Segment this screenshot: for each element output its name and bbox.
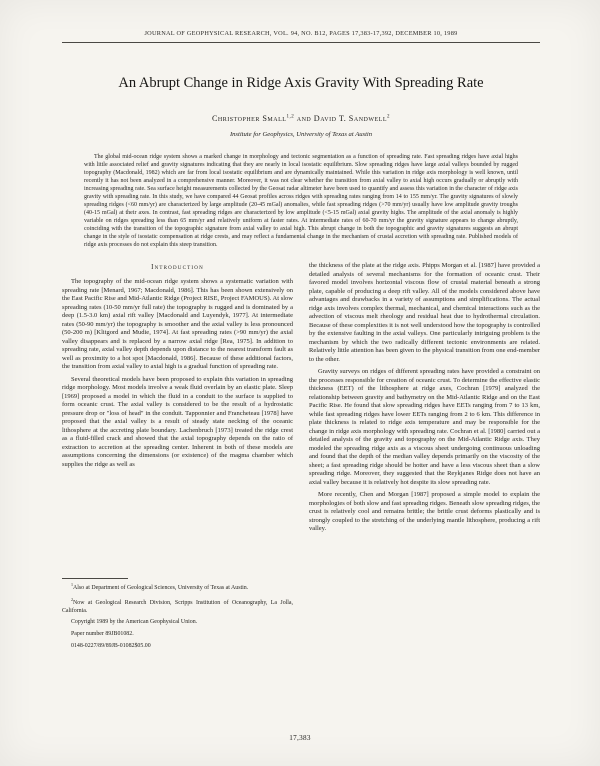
abstract-text: The global mid-ocean ridge system shows a marked change in morphology and tectonic segmentation as a function of spreading rate. Fast spreading ridges have axial highs with little associated relief and gravity signatures indicating that they are nearly in local isostatic equilibrium. Slow spreading ridges have large axial valleys bounded by rugged topography (Macdonald, 1982) which are far from local isostatic equilibrium and are dynamically maintained. While this variation in ridge axis morphology is well known, until recently it has not been analyzed in a comprehensive manner. Moreover, it was not clear whether the transition from axial valley to axial high occurs gradually or abruptly with increasing spreading rate. Sea surface height measurements collected by the Geosat radar altimeter have been used to quantify and assess this variation in the character of ridge axis gravity with spreading rate. In this study, we have compared 44 Geosat profiles across ridges with spreading rates ranging from 14 to 155 mm/yr. The gravity signatures of slowly spreading ridges (<60 mm/yr) are characterized by large amplitude (20-45 mGal) anomalies, while fast spreading ridges (>70 mm/yr) usually have low amplitude gravity troughs (40-15 mGal) at their axes. In contrast, fast spreading ridges are characterized by low amplitude (<5-15 mGal) axial gravity highs. The amplitude of the axial anomaly is highly variable on ridges spreading less than 65 mm/yr and relatively uniform at faster rates. At intermediate rates of 60-70 mm/yr the gravity signature appears to change abruptly, coinciding with the transition of the topographic signature from axial valley to axial high. This abrupt change in both the topographic and gravity signatures suggests an abrupt change in the style of isostatic compensation at ridge crests, and may reflect a fundamental change in the mechanism of crustal accretion with spreading rate. Published models of ridge axis processes do not explain this steep transition. bbox=[84, 154, 518, 249]
author-2-superscript: 2 bbox=[387, 114, 391, 120]
paragraph: The topography of the mid-ocean ridge system shows a systematic variation with spreading rate [Menard, 1967; Macdonald, 1986]. This has been shown extensively on the East Pacific Rise and Mid-Atlantic Ridge (Project RISE, Project FAMOUS). At slow spreading rates (10-50 mm/yr full rate) the topography is rugged and is dominated by a deep (1.5-3.0 km) axial rift valley [Macdonald and Luyendyk, 1977]. At intermediate rates (50-90 mm/yr) the topography is smoother and the axial valley is less pronounced (50-200 m) [Klitgord and Mudie, 1974]. At fast spreading rates (>90 mm/yr) the axial valley disappears and is replaced by a narrow axial ridge [Rea, 1975]. In addition to spreading rate, axial valley depth depends upon distance to the nearest transform fault as well as proximity to a hot spot [Macdonald, 1986]. Because of these additional factors, the transition from axial valley to axial high is a gradual function of spreading rate. bbox=[62, 278, 293, 371]
author-conjunction: and bbox=[294, 114, 314, 123]
footnote bbox=[62, 582, 293, 593]
author-1: Christopher Small bbox=[211, 114, 287, 123]
copyright-line: Copyright 1989 by the American Geophysical Union. bbox=[71, 619, 198, 626]
footnote-rule bbox=[62, 578, 128, 579]
article-title: An Abrupt Change in Ridge Axis Gravity With Spreading Rate bbox=[118, 75, 484, 91]
footnote-text: Also at Department of Geological Sciences, University of Texas at Austin. bbox=[73, 585, 249, 592]
author-line bbox=[62, 114, 540, 123]
page-content bbox=[62, 30, 540, 654]
right-column bbox=[309, 262, 540, 654]
page-number: 17,383 bbox=[289, 734, 311, 742]
footnote bbox=[62, 597, 293, 615]
section-heading-introduction: Introduction bbox=[151, 264, 204, 272]
author-2: David T. Sandwell bbox=[313, 114, 388, 123]
paragraph: More recently, Chen and Morgan [1987] proposed a simple model to explain the morphologies of both slow and fast spreading ridges. Beneath slow spreading ridges, the crust is relatively cool and remains brittle; the brittle crust deforms plastically and is strongly coupled to the stretching of the underlying mantle lithosphere, producing a rift valley. bbox=[309, 491, 540, 533]
author-1-superscript: 1,2 bbox=[286, 114, 295, 120]
footnote-text: Now at Geological Research Division, Scripps Institution of Oceanography, La Jolla, California. bbox=[62, 599, 293, 614]
footnote-block bbox=[62, 572, 293, 654]
journal-header: JOURNAL OF GEOPHYSICAL RESEARCH, VOL. 94, NO. B12, PAGES 17,383-17,392, DECEMBER 10, 1989 bbox=[144, 30, 458, 37]
footnote-marker: 1 bbox=[71, 582, 73, 588]
footnote-marker: 2 bbox=[71, 596, 73, 602]
issn-line: 0148-0227/89/89JB-01082$05.00 bbox=[71, 642, 151, 649]
header-rule bbox=[62, 42, 540, 43]
affiliation: Institute for Geophysics, University of Texas at Austin bbox=[229, 131, 373, 138]
paragraph: the thickness of the plate at the ridge axis. Phipps Morgan et al. [1987] have provided a detailed analysis of several mechanisms for the formation of oceanic crust. Their favored model involves horizontal viscous flow of crustal material beneath a strong plate, capable of producing a deep rift valley. All of the models considered above have advantages and drawbacks in a variety of assumptions and simplifications. The actual ridge axis involves complex thermal, mechanical, and chemical interactions such as the advection of viscous melt rheology and residual heat due to hydrothermal circulation. Because of these complexities it is not well understood how the topography is controlled by the extensive faulting in the axial valleys. One particularly intriguing problem is the mechanism by which the two radically different tectonic environments are related. Relatively little attention has been given to the physical transition from one end-member to the other. bbox=[309, 262, 540, 363]
paper-number-line: Paper number 89JB01082. bbox=[71, 630, 134, 637]
paragraph: Several theoretical models have been proposed to explain this variation in spreading ridge morphology. Most models involve a weak fluid overlain by an elastic plate. Sleep [1969] proposed a model in which the fluid in a conduit to the surface is supplied to form oceanic crust. The axial valley is considered to be the result of a hydrostatic pressure drop or "loss of head" in the conduit. Tapponnier and Francheteau [1978] have proposed that the axial valley is a result of steady state necking of the oceanic lithosphere at the accreting plate boundary. Lachenbruch [1973] treated the ridge crest as a fluid-filled crack and showed that the axial topography depends on the ratio of extraction to accretion at the spreading center. Inherent in both of these models are assumptions concerning the dimensions (or existence) of the magma chamber which supplies the ridge as well as bbox=[62, 375, 293, 468]
two-column-body bbox=[62, 262, 540, 654]
left-column bbox=[62, 262, 293, 654]
paragraph: Gravity surveys on ridges of different spreading rates have provided a constraint on the processes responsible for creation of oceanic crust. To determine the effective elastic thickness (EET) of the lithosphere at ridge axes, Cochran [1979] analyzed the relationship between gravity and bathymetry on the Mid-Atlantic Ridge and on the East Pacific Rise. He found that slow spreading ridges have EETs ranging from 7 to 13 km, while fast spreading ridges have lower EETs ranging from 2 to 6 km. This difference in plate thickness is related to ridge axis temperature and may be responsible for the change in ridge axis morphology with spreading rate. Cochran et al. [1980] carried out a detailed analysis of the gravity and topography on the Mid-Atlantic Ridge axis. They modeled the spreading ridge axis as a viscous sheet undergoing continuous unloading and found that the depth of the median valley depends primarily on the viscosity of the sheet; a fast spreading ridge should be hotter and have a less viscous sheet than a slow spreading ridge. Moreover, they suggested that the Reykjanes Ridge does not have an axial valley because it is relatively hot despite its slow spreading rate. bbox=[309, 368, 540, 486]
